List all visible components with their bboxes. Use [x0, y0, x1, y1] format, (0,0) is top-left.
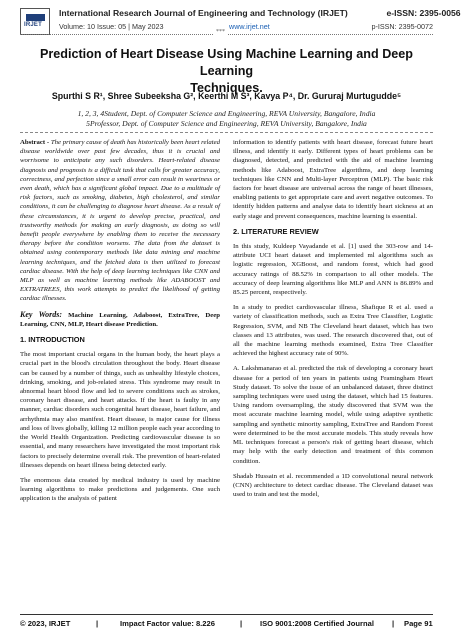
eissn: e-ISSN: 2395-0056 [386, 8, 461, 18]
section-heading-literature-review: 2. LITERATURE REVIEW [233, 226, 319, 236]
title-divider [20, 132, 433, 133]
title-line-2: Techniques. [190, 81, 263, 95]
journal-meta-line [59, 22, 433, 31]
literature-paragraph-2: In a study to predict cardiovascular illness, Shafique R et al. used a variety of classification methods, such as Extra Tree Classifier, Logistic Regression, SVM, and NB The Cleveland heart dataset, which has two classes and 13 attributes, was used. The research discovered that, out of all the machine learning methods examined, Extra Tree Classifier achieved the highest accuracy rate of 90%. [233, 304, 433, 358]
abstract-text: The primary cause of death has historically been heart related disease worldwide over past few decades, thus it is crucial and worrisome to anticipate any such disorders. Heart-related disease diagnosis and prognosis is a difficult task that calls for greater accuracy, correctness, and perfection since a small error can result in weariness or even death, which has a significant global impact. Due to a multitude of risk factors, such as smoking, diabetes, high cholesterol, and similar conditions, it can be challenging to diagnose heart disease. As a result of these circumstances, it is urgent to develop precise, practical, and trustworthy methods for making an early diagnosis, as doing so will benefit people everywhere by enabling them to receive the necessary therapy before the condition worsens. The data from the dataset is obtained using contemporary methods like data mining and machine learning techniques, and the fetched data is then utilized to forecast cardiac disease. With the help of deep learning techniques like CNN and MLP as well as machine learning methods like ADABOOST and EXTRATREES, this work attempts to predict the likelihood of getting cardiac illnesses. [20, 139, 220, 303]
intro-paragraph-2: The enormous data created by medical industry is used by machine learning algorithms to make predictions and judgements. One such application is the analysis of patient [20, 476, 220, 503]
volume-issue: Volume: 10 Issue: 05 | May 2023 [59, 22, 164, 31]
title-line-1: Prediction of Heart Disease Using Machine Learning and Deep Learning [39, 47, 413, 78]
paper-title [20, 46, 433, 97]
intro-paragraph-3: information to identify patients with heart disease, forecast future heart illness, and identify it early. Different types of heart problems can be diagnosed, detected, and predicted with the aid of machine learning methods like Adaboost, ExtraTree algorithms, and deep learning techniques like CNN and Multi-layer Perceptron (MLP). The basic risk factors for heart disease are universal across the range of heart illnesses, enabling patients to get appropriate care and avert negative outcomes. To identify hidden patterns and analyse data to identify heart sickness at an early stage and prevent consequences, machine learning is essential. [233, 139, 433, 220]
abstract-label: Abstract - [20, 139, 50, 146]
footer-iso: ISO 9001:2008 Certified Journal [260, 619, 374, 628]
literature-paragraph-4: Shadab Hussain et al. recommended a 1D convolutional neural network (CNN) architecture to detect cardiac disease. The Cleveland dataset was used to train and test the model, [233, 472, 433, 499]
abstract [20, 138, 220, 304]
keywords-text: Machine Learning, Adaboost, ExtraTree, Deep Learning, CNN, MLP, Heart disease Prediction. [20, 311, 220, 328]
author-list: Spurthi S R¹, Shree Subeeksha G², Keerthi M S³, Kavya P⁴, Dr. Gururaj Murtugudde⁵ [51, 91, 402, 101]
affiliations [20, 109, 433, 128]
footer-separator: | [392, 619, 395, 628]
affiliation-professor: 5Professor, Dept. of Computer Science and Engineering, REVA University, Bangalore, India [86, 118, 367, 128]
footer-impact-factor: Impact Factor value: 8.226 [120, 619, 215, 628]
footer-separator: | [96, 619, 99, 628]
section-heading-introduction: 1. INTRODUCTION [20, 335, 85, 345]
logo-bar [26, 14, 45, 21]
journal-title: International Research Journal of Engineering and Technology (IRJET) [59, 8, 348, 18]
intro-paragraph-1: The most important crucial organs in the human body, the heart plays a crucial part in the blood's circulation throughout the body. Heart disease can be caused by a number of things, such as unhealthy lifestyle choices, drinking, smoking, and job-related stress. This syndrome may result in abnormal heart blood flow and led to severe conditions such as strokes, coronary heart disease, and heart attacks. If the heart is faulty in any manner, cardiac disorders such congenital heart disease, heart failure, and arrhythmia may also manifest. Heart disease, is major cause for illness and loss of lives globally, killing 12 million people each year according to the World Health Organization. Predicting cardiovascular disease is so essential, and many researchers have investigated the most important risk factors to precisely determine overall risk. The prevention of heart-related illnesses depends on heart illness being detected early. [20, 351, 220, 469]
header-divider: *** [20, 34, 433, 35]
irjet-logo [20, 8, 50, 35]
literature-paragraph-1: In this study, Kuldeep Vayadande et al. [1] used the 303-row and 14-attribute UCI heart dataset and implemented ml algorithms such as logistic regression, XGBoost, and random forest, which had good accuracy ratings of 88.52% in comparison to all other models. The accuracy of deep learning algorithms like MLP and ANN is 86.89% and 85.25 percent, respectively. [233, 243, 433, 297]
right-column [233, 138, 433, 505]
keywords-label: Key Words: [20, 309, 63, 319]
footer-copyright: © 2023, IRJET [20, 619, 71, 628]
footer-page-number: Page 91 [404, 619, 433, 628]
journal-website-link[interactable]: www.irjet.net [229, 22, 270, 31]
left-column [20, 138, 220, 510]
literature-paragraph-3: A. Lakshmanarao et al. predicted the risk of developing a coronary heart disease for a period of ten years in patients using Framingham Heart Study dataset. To solve the issue of an unbalanced dataset, three distinct sampling techniques were used using the dataset, which had 15 features. Using random oversampling, the study discovered that SVM was the most accurate machine learning model, while using adaptive synthetic sampling and synthetic minority sampling, ExtraTree and Random Forest were determined to be the most accurate models. This study reveals how ML techniques forecast a person's risk of getting heart disease, which may help with the early detection and treatment of this common condition. [233, 365, 433, 465]
keywords [20, 310, 220, 329]
footer-divider [20, 614, 433, 615]
affiliation-students: 1, 2, 3, 4Student, Dept. of Computer Science and Engineering, REVA University, Bangalore, India [77, 109, 376, 118]
pissn: p-ISSN: 2395-0072 [371, 22, 433, 31]
footer-separator: | [240, 619, 243, 628]
logo-text: IRJET [24, 22, 43, 28]
journal-title-line [59, 8, 461, 18]
